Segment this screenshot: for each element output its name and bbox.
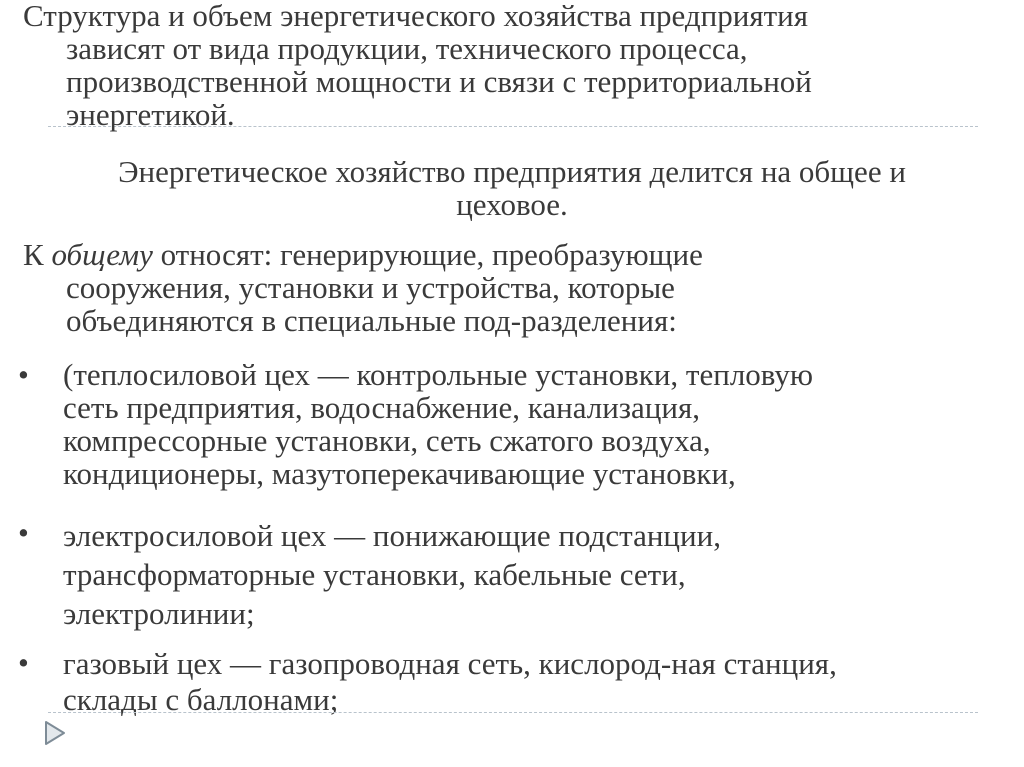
bullet-text [63,516,993,633]
bullet-marker: • [18,357,29,392]
bullet-text [63,646,993,718]
bullet-line: электролинии; [63,596,255,631]
paragraph-line: цеховое. [456,187,568,222]
paragraph-line: Энергетическое хозяйство предприятия делится на общее и [118,154,906,189]
bullet-line: кондиционеры, мазутоперекачивающие установки, [63,456,736,491]
bullet-line: компрессорные установки, сеть сжатого воздуха, [63,423,711,458]
paragraph-line [23,238,993,271]
paragraph-line: Структура и объем энергетического хозяйства предприятия [23,0,809,33]
paragraph-line: зависят от вида продукции, технического процесса, [66,31,748,66]
paragraph-line-rest: относят: генерирующие, преобразующие [152,237,703,272]
divider-bottom [48,712,978,713]
bullet-line: (теплосиловой цех — контрольные установки, тепловую [63,357,814,392]
paragraph-line: объединяются в специальные под-разделения: [66,303,677,338]
play-triangle-icon[interactable] [44,720,66,746]
bullet-line: газовый цех — газопроводная сеть, кислород-ная станция, [63,646,837,681]
paragraph-division [20,155,1004,221]
paragraph-line: сооружения, установки и устройства, которые [66,270,675,305]
bullet-line: электросиловой цех — понижающие подстанции, [63,518,721,553]
bullet-line: склады с баллонами; [63,682,339,717]
bullet-text [63,358,993,490]
paragraph-line: производственной мощности и связи с территориальной [66,64,812,99]
bullet-marker: • [18,645,29,680]
bullet-marker: • [18,515,29,550]
paragraph-structure [23,0,993,131]
paragraph-line: энергетикой. [66,97,235,132]
bullet-line: сеть предприятия, водоснабжение, канализация, [63,390,700,425]
bullet-line: трансформаторные установки, кабельные сети, [63,557,686,592]
paragraph-prefix: К [23,237,52,272]
paragraph-general [23,238,993,337]
emphasis-word: общему [51,237,153,272]
